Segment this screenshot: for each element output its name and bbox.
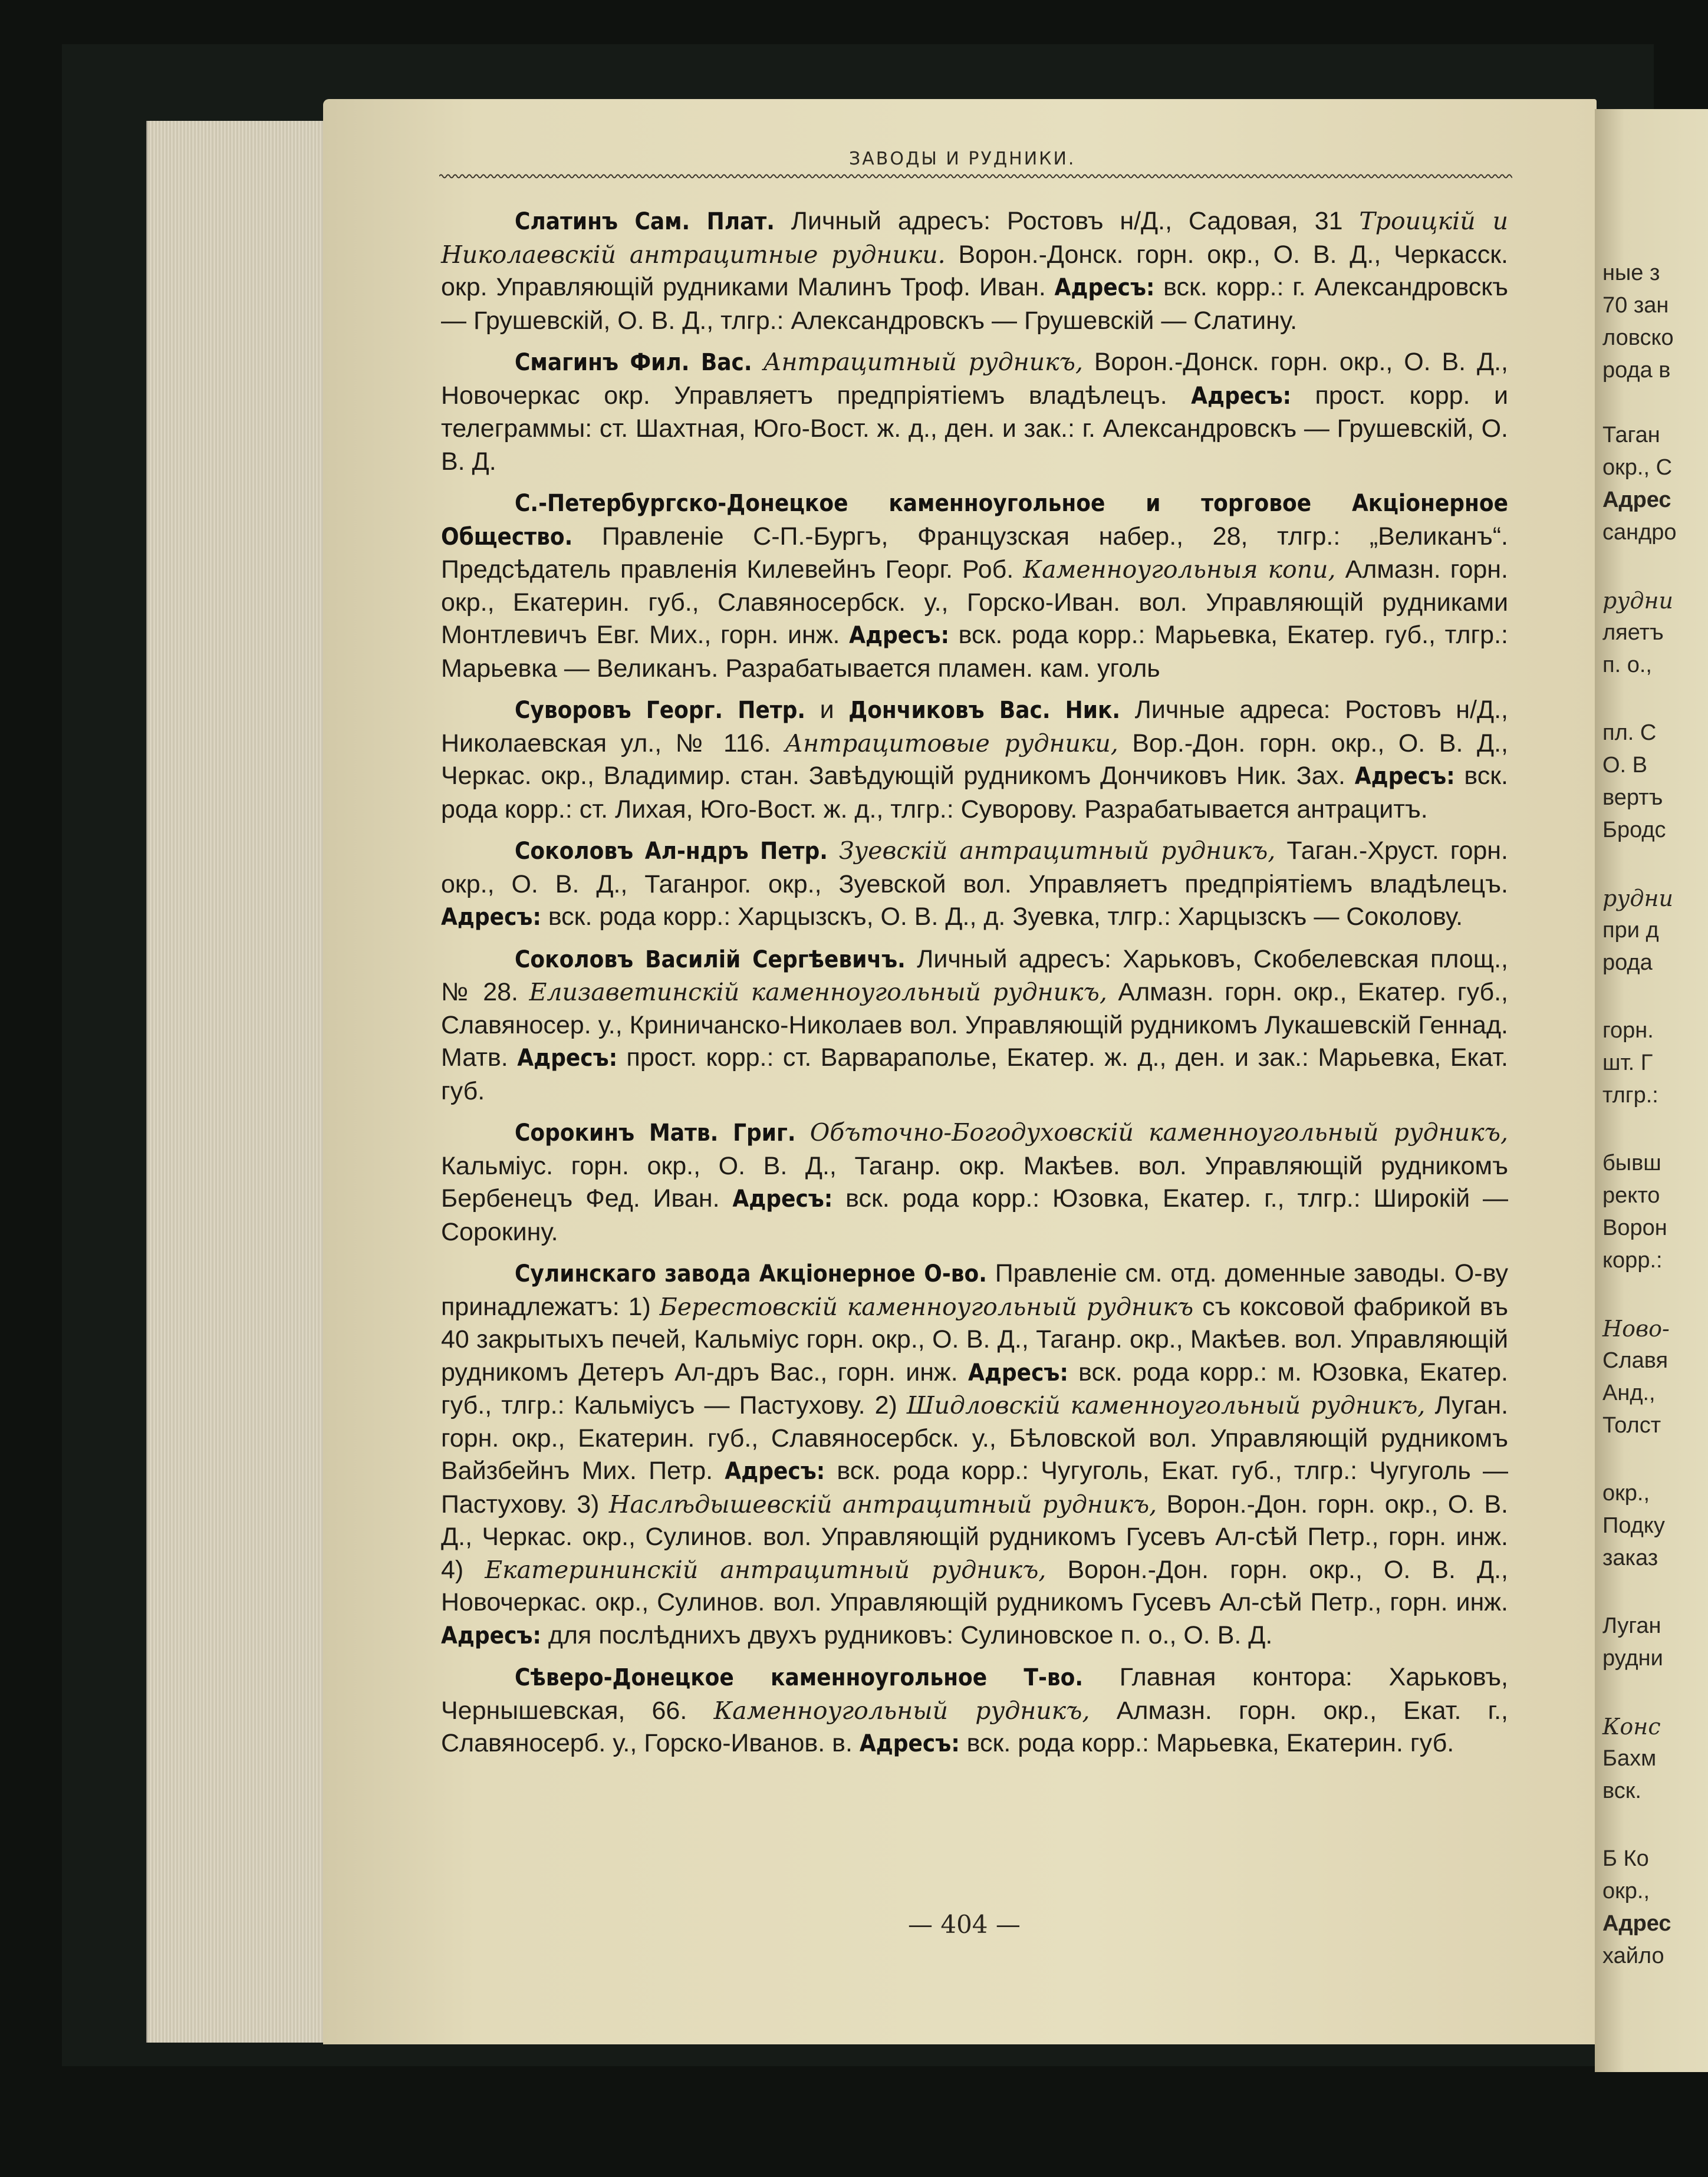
entry-text: Алмазн. горн. окр., Екат. г., Славяносерб. у., Горско-Иванов. в. <box>441 1696 1508 1757</box>
right-page-fragment: при д <box>1602 918 1659 943</box>
entry-3 <box>441 487 1508 685</box>
right-page-fragment: заказ <box>1602 1546 1658 1570</box>
right-page-fragment: рудни <box>1602 885 1673 911</box>
entry-text <box>828 836 839 865</box>
entry-6 <box>441 943 1508 1108</box>
entry-text: Личный адресъ: Харьковъ, Скобелевская площ., № 28. <box>441 944 1508 1006</box>
entry-heading: Адресъ: <box>849 622 949 649</box>
entry-text: Правленіе С-П.-Бургъ, Французская набер., 28, тлгр.: „Великанъ“. Предсѣдатель правленія Килевейнъ Георг. Роб. <box>441 522 1508 584</box>
right-page-fragment: вск. <box>1602 1779 1641 1803</box>
entry-text: вск. корр.: г. Александровскъ — Грушевскій, О. В. Д., тлгр.: Александровскъ — Грушевскій — Слатину. <box>441 273 1508 335</box>
entry-text <box>752 348 764 376</box>
entry-text: для послѣднихъ двухъ рудниковъ: Сулиновское п. о., О. В. Д. <box>541 1621 1273 1649</box>
mine-name: Екатерининскій антрацитный рудникъ, <box>485 1555 1046 1584</box>
entry-heading: Сѣверо-Донецкое каменноугольное Т-во. <box>515 1664 1084 1691</box>
entry-text: Личный адресъ: Ростовъ н/Д., Садовая, 31 <box>774 207 1360 235</box>
entry-text: Главная контора: Харьковъ, Чернышевская, 66. <box>441 1663 1508 1725</box>
page-edges <box>146 121 336 2043</box>
entry-text: Ворон.-Дон. горн. окр., О. В. Д., Новочеркас. окр., Сулинов. вол. Управляющій рудникомъ Гусевъ Ал-сѣй Петр., горн. инж. <box>441 1555 1508 1616</box>
entry-1 <box>441 205 1508 337</box>
right-page-fragment: ректо <box>1602 1183 1660 1208</box>
entry-2 <box>441 346 1508 478</box>
right-page-fragment: Подку <box>1602 1513 1665 1538</box>
right-page-fragment: Бродс <box>1602 818 1666 842</box>
entry-text: Ворон.-Донск. горн. окр., О. В. Д., Черкасск. окр. Управляющій рудниками Малинъ Троф. Иван. <box>441 240 1508 301</box>
right-page-fragment: Бахм <box>1602 1746 1657 1771</box>
entry-text: Личные адреса: Ростовъ н/Д., Николаевская ул., № 116. <box>441 696 1508 757</box>
entry-text: Правленіе см. отд. доменные заводы. О-ву принадлежатъ: 1) <box>441 1259 1509 1321</box>
entry-heading: Слатинъ Сам. Плат. <box>515 208 775 235</box>
page-body <box>441 205 1508 1770</box>
entry-heading: Суворовъ Георг. Петр. <box>515 697 806 724</box>
entry-heading: Адресъ: <box>732 1185 833 1213</box>
right-page-fragment: хайло <box>1602 1944 1664 1968</box>
right-page-fragment: Ворон <box>1602 1216 1667 1240</box>
entry-text: Ворон.-Дон. горн. окр., О. В. Д., Черкас. окр., Сулинов. вол. Управляющій рудникомъ Гусевъ Ал-сѣй Петр., горн. инж. 4) <box>441 1490 1508 1584</box>
entry-text: вск. рода корр.: Харцызскъ, О. В. Д., д. Зуевка, тлгр.: Харцызскъ — Соколову. <box>541 903 1463 931</box>
mine-name: Антрацитный рудникъ, <box>763 348 1083 376</box>
entry-7 <box>441 1117 1508 1249</box>
right-page-fragment: ловско <box>1602 325 1674 350</box>
entry-text: прост. корр. и телеграммы: ст. Шахтная, Юго-Вост. ж. д., ден. и зак.: г. Александровскъ — Грушевскій, О. В. Д. <box>441 381 1508 476</box>
entry-heading: Адресъ: <box>1191 382 1292 410</box>
entry-text: вск. рода корр.: Марьевка, Екатерин. губ. <box>959 1729 1454 1757</box>
mine-name: Каменноугольный рудникъ, <box>713 1696 1090 1725</box>
right-page-fragment: Адрес <box>1602 488 1671 512</box>
right-page-fragment: Анд., <box>1602 1381 1656 1405</box>
entry-heading: Адресъ: <box>967 1359 1068 1386</box>
entry-heading: С.-Петербургско-Донецкое каменноугольное и торговое Акціонерное Общество. <box>441 490 1508 551</box>
entry-text: вск. рода корр.: Чугуголь, Екат. губ., тлгр.: Чугуголь — Пастухову. 3) <box>441 1457 1508 1519</box>
right-page-fragment: рода <box>1602 950 1653 975</box>
right-page-fragment: 70 зан <box>1602 293 1669 318</box>
right-page-fragment: Таган <box>1602 423 1660 447</box>
mine-name: Каменноугольныя копи, <box>1023 555 1336 584</box>
entry-4 <box>441 694 1508 826</box>
mine-name: Объточно-Богодуховскій каменноугольный рудникъ, <box>809 1118 1508 1147</box>
right-page-fragment: рудни <box>1602 1646 1663 1671</box>
right-page-fragment: О. В <box>1602 753 1648 778</box>
mine-name: Наслѣдышевскій антрацитный рудникъ, <box>608 1490 1157 1519</box>
right-page-fragment: пл. С <box>1602 720 1657 745</box>
right-page-fragment: ные з <box>1602 261 1660 285</box>
entry-text: вск. рода корр.: Юзовка, Екатер. г., тлгр.: Широкій — Сорокину. <box>441 1184 1509 1246</box>
wavy-rule <box>439 172 1512 180</box>
entry-text: прост. корр.: ст. Варвараполье, Екатер. ж. д., ден. и зак.: Марьевка, Екат. губ. <box>441 1043 1508 1105</box>
right-page-fragment: шт. Г <box>1602 1050 1653 1075</box>
right-page-fragment: Б Ко <box>1602 1846 1649 1871</box>
entry-heading: Дончиковъ Вас. Ник. <box>848 697 1121 724</box>
entry-text: Луган. горн. окр., Екатерин. губ., Славяносербск. у., Бѣловской вол. Управляющій рудникомъ Вайзбейнъ Мих. Петр. <box>441 1391 1509 1485</box>
right-page-fragment: горн. <box>1602 1018 1654 1043</box>
mine-name: Шидловскій каменноугольный рудникъ, <box>906 1391 1426 1420</box>
entry-heading: Адресъ: <box>441 1622 541 1649</box>
entry-heading: Сорокинъ Матв. Григ. <box>515 1119 796 1147</box>
entry-text: вск. рода корр.: м. Юзовка, Екатер. губ., тлгр.: Кальміусъ — Пастухову. 2) <box>441 1358 1508 1420</box>
entry-text: Ворон.-Донск. горн. окр., О. В. Д., Новочеркас окр. Управляетъ предпріятіемъ владѣлецъ. <box>441 348 1508 410</box>
entry-text: Таган.-Хруст. горн. окр., О. В. Д., Таганрог. окр., Зуевской вол. Управляетъ предпріятіемъ владѣлецъ. <box>441 836 1509 898</box>
right-page-fragment: окр., <box>1602 1879 1650 1903</box>
entry-text: Алмазн. горн. окр., Екатерин. губ., Славяносербск. у., Горско-Иван. вол. Управляющій рудниками Монтлевичъ Евг. Мих., горн. инж. <box>441 555 1508 649</box>
right-page-fragment: ляетъ <box>1602 620 1664 645</box>
entry-text <box>796 1118 810 1147</box>
mine-name: Зуевскій антрацитный рудникъ, <box>838 836 1276 865</box>
right-page-fragment: Адрес <box>1602 1911 1671 1936</box>
entry-text: Кальміус. горн. окр., О. В. Д., Таганр. окр. Макѣев. вол. Управляющій рудникомъ Бербенецъ Фед. Иван. <box>441 1151 1508 1213</box>
right-page-fragment: вертъ <box>1602 785 1663 810</box>
right-page-fragment: Конс <box>1602 1714 1661 1740</box>
running-head: ЗАВОДЫ И РУДНИКИ. <box>849 149 1076 169</box>
entry-text: Алмазн. горн. окр., Екатер. губ., Славяносер. у., Криничанско-Николаев вол. Управляющій рудникомъ Лукашевскій Геннад. Матв. <box>441 978 1508 1072</box>
entry-text: вск. рода корр.: Марьевка, Екатер. губ., тлгр.: Марьевка — Великанъ. Разрабатывается пламен. кам. уголь <box>441 621 1508 683</box>
page-number: — 404 — <box>908 1910 1021 1939</box>
right-page-fragment: тлгр.: <box>1602 1083 1658 1108</box>
entry-text: вск. рода корр.: ст. Лихая, Юго-Вост. ж. д., тлгр.: Суворову. Разрабатывается антрацитъ. <box>441 762 1508 824</box>
right-page-fragment: рудни <box>1602 588 1673 614</box>
right-page-fragment: корр.: <box>1602 1248 1663 1273</box>
entry-heading: Адресъ: <box>725 1458 825 1485</box>
entry-text: и <box>805 696 849 724</box>
right-page-fragment: бывш <box>1602 1151 1661 1175</box>
right-page-fragment: рода в <box>1602 358 1671 383</box>
entry-heading: Соколовъ Ал-ндръ Петр. <box>515 838 828 865</box>
entry-heading: Сулинскаго завода Акціонерное О-во. <box>515 1260 987 1287</box>
mine-name: Елизаветинскій каменноугольный рудникъ, <box>529 978 1107 1006</box>
entry-heading: Адресъ: <box>1354 763 1455 790</box>
entry-heading: Адресъ: <box>859 1730 960 1757</box>
right-page-fragment: Луган <box>1602 1613 1661 1638</box>
right-page-fragment: п. о., <box>1602 653 1652 677</box>
right-page-fragment: Толст <box>1602 1413 1661 1438</box>
entry-text: Вор.-Дон. горн. окр., О. В. Д., Черкас. окр., Владимир. стан. Завѣдующій рудникомъ Дончиковъ Ник. Зах. <box>441 729 1508 790</box>
right-page-fragment: окр., <box>1602 1481 1650 1506</box>
right-page-fragment: сандро <box>1602 520 1677 545</box>
entry-heading: Адресъ: <box>517 1045 618 1072</box>
mine-name: Антрацитовые рудники, <box>785 729 1118 757</box>
right-page-fragment: Славя <box>1602 1348 1668 1373</box>
right-page-fragment: окр., С <box>1602 455 1673 480</box>
entry-heading: Смагинъ Фил. Вас. <box>515 349 752 376</box>
entry-heading: Соколовъ Василій Сергѣевичъ. <box>515 946 906 973</box>
entry-8 <box>441 1257 1508 1652</box>
entry-5 <box>441 835 1508 934</box>
entry-heading: Адресъ: <box>1054 274 1155 301</box>
entry-text: съ коксовой фабрикой въ 40 закрытыхъ печей, Кальміус горн. окр., О. В. Д., Таганр. окр., Макѣев. вол. Управляющій рудникомъ Детеръ Ал-дръ Вас., горн. инж. <box>441 1292 1508 1386</box>
mine-name: Троицкій и Николаевскій антрацитные рудники. <box>441 207 1508 269</box>
right-page-fragment: Ново- <box>1602 1316 1670 1342</box>
entry-9 <box>441 1661 1508 1761</box>
entry-heading: Адресъ: <box>441 904 541 931</box>
mine-name: Берестовскій каменноугольный рудникъ <box>659 1292 1194 1321</box>
